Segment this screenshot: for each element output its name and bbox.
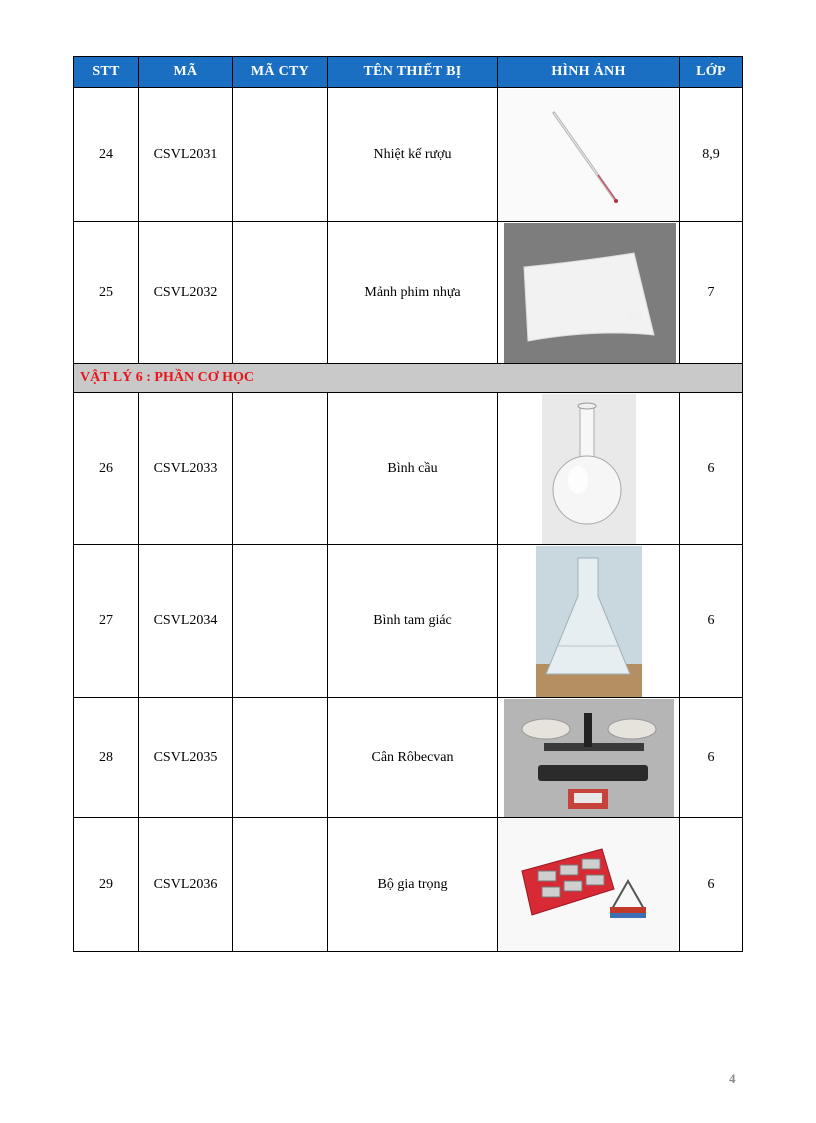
cell-ma: CSVL2036 [139,818,233,952]
cell-ma: CSVL2034 [139,545,233,698]
cell-image [498,545,680,698]
cell-stt: 24 [74,88,139,222]
round-flask-image [498,394,678,544]
cell-lop: 8,9 [680,88,743,222]
cell-stt: 26 [74,393,139,545]
table-row [74,393,743,545]
cell-image [498,393,680,545]
section-row [74,364,743,393]
cell-ma: CSVL2031 [139,88,233,222]
header-lop: LỚP [680,57,743,88]
header-stt: STT [74,57,139,88]
table-row [74,545,743,698]
cell-stt: 25 [74,222,139,364]
cell-stt: 28 [74,698,139,818]
cell-ma: CSVL2033 [139,393,233,545]
cell-lop: 6 [680,698,743,818]
cell-lop: 6 [680,393,743,545]
balance-scale-image [498,699,678,817]
cell-image [498,88,680,222]
cell-image [498,222,680,364]
table-row [74,818,743,952]
cell-stt: 27 [74,545,139,698]
cell-ma-cty [233,88,328,222]
cell-ma-cty [233,698,328,818]
cell-image [498,818,680,952]
cell-ten: Bình tam giác [328,545,498,698]
conical-flask-image [498,546,678,697]
header-ten-thiet-bi: TÊN THIẾT BỊ [328,57,498,88]
table-row [74,88,743,222]
cell-ten: Cân Rôbecvan [328,698,498,818]
header-hinh-anh: HÌNH ẢNH [498,57,680,88]
section-title: VẬT LÝ 6 : PHẦN CƠ HỌC [74,364,743,393]
cell-lop: 7 [680,222,743,364]
thermometer-image [498,89,678,221]
cell-lop: 6 [680,545,743,698]
cell-ma-cty [233,818,328,952]
cell-image [498,698,680,818]
cell-ten: Bộ gia trọng [328,818,498,952]
weight-set-image [498,819,678,951]
page-number: 4 [729,1071,736,1086]
cell-ma: CSVL2032 [139,222,233,364]
cell-ma: CSVL2035 [139,698,233,818]
cell-ma-cty [233,393,328,545]
header-ma: MÃ [139,57,233,88]
header-row [74,57,743,88]
header-ma-cty: MÃ CTY [233,57,328,88]
table-row [74,222,743,364]
cell-ma-cty [233,222,328,364]
cell-ten: Nhiệt kế rượu [328,88,498,222]
equipment-table [73,56,743,952]
table-row [74,698,743,818]
cell-ten: Bình cầu [328,393,498,545]
cell-lop: 6 [680,818,743,952]
cell-ten: Mảnh phim nhựa [328,222,498,364]
cell-ma-cty [233,545,328,698]
plastic-film-image [504,223,684,363]
cell-stt: 29 [74,818,139,952]
